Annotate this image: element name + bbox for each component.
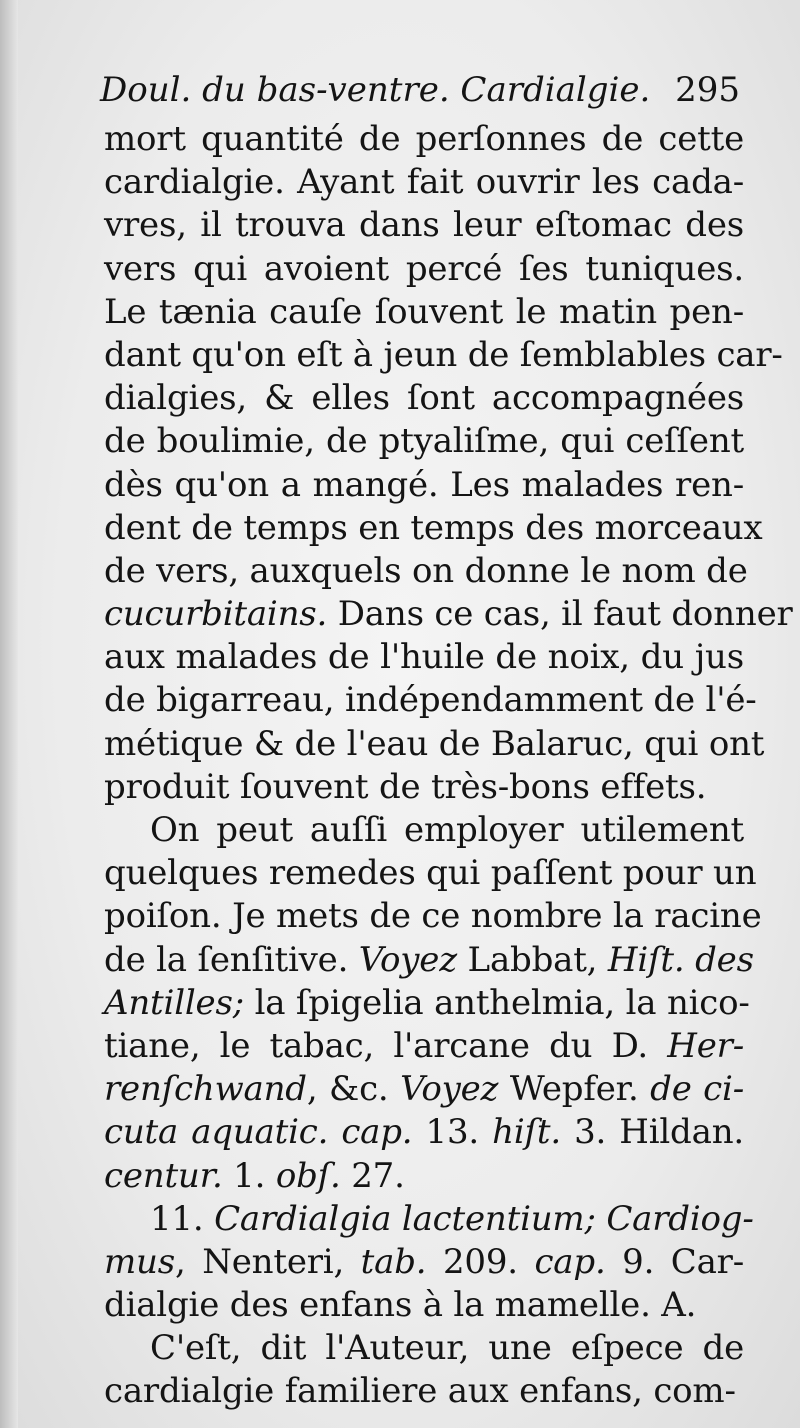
text-run: Dans ce cas, il faut donner bbox=[327, 594, 793, 635]
text-line bbox=[104, 1025, 744, 1068]
text-line bbox=[104, 895, 762, 938]
text-run: 1. bbox=[222, 1155, 276, 1196]
text-line bbox=[104, 204, 744, 247]
text-run: métique & de l'eau de Balaruc, qui ont bbox=[104, 723, 765, 764]
text-run: quelques remedes qui paſſent pour un bbox=[104, 853, 757, 894]
italic-text: Cardialgia lactentium; Cardiog- bbox=[214, 1198, 754, 1239]
italic-text: de ci- bbox=[650, 1069, 744, 1110]
text-line bbox=[104, 1284, 744, 1327]
text-run: vres, il trouva dans leur eſtomac des bbox=[104, 205, 744, 246]
page-header bbox=[100, 66, 740, 114]
text-run: dent de temps en temps des morceaux bbox=[104, 507, 763, 548]
page-gutter-shadow bbox=[0, 0, 18, 1428]
text-run: 11. bbox=[150, 1198, 215, 1239]
text-run: dialgies, & elles ſont accompagnées bbox=[104, 378, 744, 419]
text-run: 209. bbox=[426, 1241, 535, 1282]
text-line bbox=[104, 420, 744, 463]
text-line bbox=[104, 766, 744, 809]
text-line bbox=[104, 118, 744, 161]
text-run: Wepfer. bbox=[498, 1069, 651, 1110]
text-run: tiane, le tabac, l'arcane du D. bbox=[104, 1025, 668, 1066]
text-line bbox=[104, 723, 765, 766]
text-line bbox=[104, 593, 793, 636]
text-run: dant qu'on eſt à jeun de ſemblables car- bbox=[104, 334, 783, 375]
text-line bbox=[104, 334, 783, 377]
text-run: , Nenteri, bbox=[175, 1241, 361, 1282]
text-run: 13. bbox=[412, 1112, 493, 1153]
body-text bbox=[104, 118, 793, 1414]
text-line bbox=[104, 507, 763, 550]
italic-text: Her- bbox=[667, 1025, 744, 1066]
text-run: de boulimie, de ptyaliſme, qui ceſſent bbox=[104, 421, 744, 462]
text-line bbox=[104, 161, 744, 204]
text-run: la ſpigelia anthelmia, la nico- bbox=[243, 982, 750, 1023]
text-line bbox=[104, 1111, 744, 1154]
text-line bbox=[104, 1155, 744, 1198]
text-line bbox=[104, 248, 744, 291]
text-run: mort quantité de perſonnes de cette bbox=[104, 119, 744, 159]
italic-text: mus bbox=[104, 1241, 175, 1282]
text-line bbox=[104, 809, 744, 852]
text-run: cardialgie familiere aux enfans, com- bbox=[104, 1371, 736, 1412]
text-run: de vers, auxquels on donne le nom de bbox=[104, 550, 748, 591]
text-run: Labbat, bbox=[456, 939, 608, 980]
text-run: vers qui avoient percé ſes tuniques. bbox=[104, 248, 744, 289]
text-run: aux malades de l'huile de noix, du jus bbox=[104, 637, 744, 678]
italic-text: hiſt. bbox=[492, 1112, 561, 1153]
text-line bbox=[104, 1068, 744, 1111]
text-line bbox=[104, 852, 757, 895]
text-line bbox=[104, 291, 744, 334]
text-line bbox=[104, 1370, 744, 1413]
text-run: C'eſt, dit l'Auteur, une eſpece de bbox=[150, 1328, 744, 1369]
text-run: poiſon. Je mets de ce nombre la racine bbox=[104, 896, 762, 937]
text-run: dialgie des enfans à la mamelle. A. bbox=[104, 1285, 697, 1326]
text-run: cardialgie. Ayant fait ouvrir les cada- bbox=[104, 162, 744, 203]
text-line bbox=[104, 1241, 744, 1284]
italic-text: Voyez bbox=[358, 939, 457, 980]
text-run: , &c. bbox=[306, 1069, 401, 1110]
text-run: de bigarreau, indépendamment de l'é- bbox=[104, 680, 757, 721]
italic-text: Hiſt. des bbox=[607, 939, 754, 980]
text-line bbox=[104, 464, 744, 507]
text-line bbox=[104, 1198, 754, 1241]
running-title: Doul. du bas-ventre. Cardialgie. bbox=[100, 70, 651, 110]
page-number: 295 bbox=[675, 70, 740, 110]
italic-text: renſchwand bbox=[104, 1069, 307, 1110]
text-line bbox=[104, 636, 744, 679]
italic-text: Antilles; bbox=[104, 982, 244, 1023]
text-line bbox=[104, 982, 750, 1025]
italic-text: centur. bbox=[104, 1155, 223, 1196]
text-run: 3. Hildan. bbox=[560, 1112, 744, 1153]
text-line bbox=[104, 550, 748, 593]
italic-text: cap. bbox=[534, 1241, 606, 1282]
italic-text: tab. bbox=[360, 1241, 427, 1282]
text-run: produit ſouvent de très-bons effets. bbox=[104, 766, 707, 807]
italic-text: cuta aquatic. cap. bbox=[104, 1112, 413, 1153]
italic-text: obſ. bbox=[275, 1155, 341, 1196]
text-line bbox=[104, 939, 754, 982]
text-run: 9. Car- bbox=[605, 1241, 744, 1282]
text-line bbox=[104, 377, 744, 420]
text-line bbox=[104, 1327, 744, 1370]
text-run: 27. bbox=[340, 1155, 405, 1196]
text-line bbox=[104, 679, 757, 722]
text-run: dès qu'on a mangé. Les malades ren- bbox=[104, 464, 744, 505]
italic-text: Voyez bbox=[400, 1069, 499, 1110]
text-run: Le tænia cauſe ſouvent le matin pen- bbox=[104, 291, 744, 332]
text-run: de la ſenſitive. bbox=[104, 939, 359, 980]
italic-text: cucurbitains. bbox=[104, 594, 328, 635]
text-run: On peut auſſi employer utilement bbox=[150, 810, 744, 850]
